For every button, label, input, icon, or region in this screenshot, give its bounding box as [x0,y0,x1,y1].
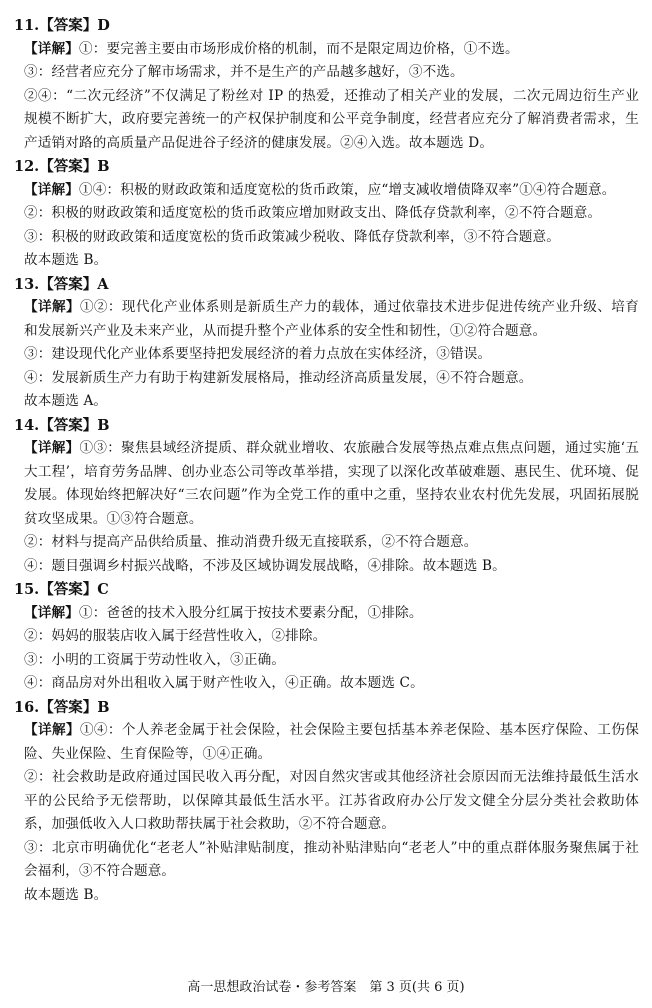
analysis-text: ①②：现代化产业体系则是新质生产力的载体，通过依靠技术进步促进传统产业升级、培育和发展新兴产业及未来产业，从而提升整个产业体系的安全性和韧性，①②符合题意。 [24,299,639,339]
answer-line [14,14,639,38]
analysis-text: 故本题选 B。 [24,886,108,903]
answer-letter: B [97,416,110,434]
analysis-paragraph [14,766,639,837]
question-block [14,14,639,155]
answer-tag: 【答案】 [39,158,98,175]
question-block [14,155,639,273]
analysis-text: 故本题选 B。 [24,252,108,268]
question-block [14,696,639,908]
analysis-tag: 【详解】 [24,299,80,315]
analysis-paragraph [14,249,639,273]
analysis-paragraph [14,719,639,766]
analysis-text: ③：积极的财政政策和适度宽松的货币政策减少税收、降低存贷款利率，③不符合题意。 [24,228,561,245]
analysis-paragraph [14,296,639,343]
analysis-text: ③：经营者应充分了解市场需求，并不是生产的产品越多越好，③不选。 [24,64,464,80]
analysis-paragraph [14,555,639,579]
answer-letter: A [97,275,109,293]
analysis-tag: 【详解】 [24,40,79,57]
analysis-text: ①：要完善主要由市场形成价格的机制，而不是限定周边价格，①不选。 [78,40,519,57]
analysis-text: ③：北京市明确优化“老老人”补贴津贴制度，推动补贴津贴向“老老人”中的重点群体服务聚焦属于社会福利，③不符合题意。 [24,839,639,879]
page-footer: 高一思想政治试卷・参考答案 第 3 页(共 6 页) [187,980,465,995]
question-block [14,578,639,696]
analysis-tag: 【详解】 [24,181,79,198]
analysis-paragraph [14,625,639,649]
analysis-text: ①④：积极的财政政策和适度宽松的货币政策，应“增支减收增债降双率”①④符合题意。 [78,181,616,198]
answer-tag: 【答案】 [39,17,98,34]
question-number: 11. [14,17,40,34]
analysis-text: ②：妈妈的服装店收入属于经营性收入，②排除。 [24,628,327,644]
analysis-paragraph [14,672,639,696]
analysis-tag: 【详解】 [24,440,80,456]
answer-letter: B [97,698,110,716]
question-block [14,414,639,579]
answer-line [14,696,639,720]
analysis-paragraph [14,179,639,203]
answer-tag: 【答案】 [39,416,98,434]
analysis-paragraph [14,437,639,531]
answer-tag: 【答案】 [39,698,98,716]
analysis-paragraph [14,38,639,62]
analysis-text: ③：建设现代化产业体系要坚持把发展经济的着力点放在实体经济，③错误。 [24,346,492,362]
analysis-text: ④：商品房对外出租收入属于财产性收入，④正确。故本题选 C。 [24,675,424,691]
question-number: 12. [14,158,40,175]
question-block [14,273,639,414]
answer-document [14,14,639,907]
analysis-text: ②：积极的财政政策和适度宽松的货币政策应增加财政支出、降低存贷款利率，②不符合题意。 [24,205,602,221]
analysis-text: ①③：聚焦县域经济提质、群众就业增收、农旅融合发展等热点难点焦点问题，通过实施‘五大工程’，培育劳务品牌、创办业态公司等改革举措，实现了以深化改革破难题、惠民生、优环境、促发展。体现始终把解决好“三农问题”作为全党工作的重中之重，坚持农业农村优先发展，巩固拓展脱贫攻坚成果。①③符合题意。 [24,440,640,527]
answer-line [14,155,639,179]
analysis-text: 故本题选 A。 [24,393,108,409]
analysis-paragraph [14,602,639,626]
answer-tag: 【答案】 [39,581,98,598]
question-number: 16. [14,698,40,716]
analysis-text: ②：材料与提高产品供给质量、推动消费升级无直接联系，②不符合题意。 [24,534,478,550]
analysis-paragraph [14,343,639,367]
analysis-paragraph [14,202,639,226]
analysis-text: ③：小明的工资属于劳动性收入，③正确。 [24,651,286,668]
question-number: 13. [14,275,40,293]
analysis-tag: 【详解】 [24,722,80,738]
analysis-text: ②：社会救助是政府通过国民收入再分配，对因自然灾害或其他经济社会原因而无法维持最低生活水平的公民给予无偿帮助，以保障其最低生活水平。江苏省政府办公厅发文健全分层分类社会救助体系，加强低收入人口救助帮扶属于社会救助，②不符合题意。 [24,769,639,832]
analysis-paragraph [14,884,639,908]
analysis-text: ①：爸爸的技术入股分红属于按技术要素分配，①排除。 [78,604,423,621]
answer-tag: 【答案】 [39,275,98,293]
answer-line [14,414,639,438]
analysis-paragraph [14,390,639,414]
analysis-paragraph [14,649,639,673]
answer-letter: D [97,17,110,34]
analysis-paragraph [14,61,639,85]
analysis-text: ④：发展新质生产力有助于构建新发展格局，推动经济高质量发展，④不符合题意。 [24,369,533,386]
analysis-paragraph [14,226,639,250]
answer-letter: C [97,581,109,598]
analysis-text: ④：题目强调乡村振兴战略，不涉及区域协调发展战略，④排除。故本题选 B。 [24,557,506,574]
analysis-paragraph [14,367,639,391]
answer-letter: B [97,158,110,175]
analysis-paragraph [14,531,639,555]
answer-line [14,273,639,297]
question-number: 14. [14,416,40,434]
analysis-paragraph [14,837,639,884]
answer-line [14,578,639,602]
analysis-paragraph [14,85,639,156]
analysis-text: ①④：个人养老金属于社会保险，社会保险主要包括基本养老保险、基本医疗保险、工伤保险、失业保险、生育保险等，①④正确。 [24,722,639,762]
analysis-tag: 【详解】 [24,604,79,621]
analysis-text: ②④：“二次元经济”不仅满足了粉丝对 IP 的热爱，还推动了相关产业的发展，二次元周边衍生产业规模不断扩大，政府要完善统一的产权保护制度和公平竞争制度，经营者应充分了解消费者需求，生产适销对路的高质量产品促进谷子经济的健康发展。②④入选。故本题选 D。 [24,87,639,151]
question-number: 15. [14,581,40,598]
